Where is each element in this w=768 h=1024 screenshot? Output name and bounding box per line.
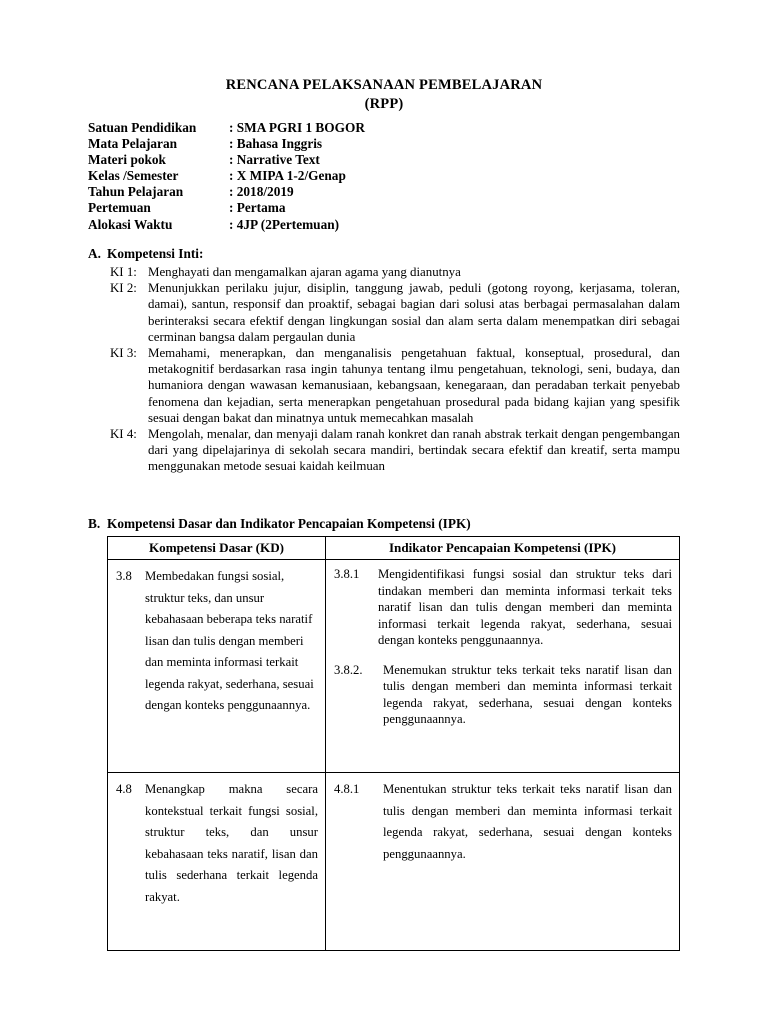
ki-text: Memahami, menerapkan, dan menganalisis pengetahuan faktual, konseptual, prosedural, dan metakognitif berdasarkan rasa ingin tahunya tentang ilmu pengetahuan, teknologi, seni, budaya, dan humaniora dengan wawasan kemanusiaan, kebangsaan, kenegaraan, dan peradaban terkait penyebab fenomena dan kejadian, serta menerapkan pengetahuan prosedural pada bidang kajian yang spesifik sesuai dengan bakat dan minatnya untuk memecahkan masalah bbox=[148, 346, 680, 425]
ipk-item-number: 4.8.1 bbox=[334, 782, 360, 796]
identity-value: : 4JP (2Pertemuan) bbox=[229, 216, 340, 232]
ipk-item-number: 3.8.2. bbox=[334, 662, 363, 677]
title-line-main: RENCANA PELAKSANAAN PEMBELAJARAN bbox=[225, 77, 543, 93]
ki-item bbox=[110, 280, 680, 345]
ki-item bbox=[110, 426, 680, 475]
kd-item-text: Menangkap makna secara kontekstual terkait fungsi sosial, struktur teks, dan unsur kebahasaan teks naratif, lisan dan tulis sederhana terkait legenda rakyat. bbox=[145, 782, 318, 904]
ki-key: KI 4: bbox=[110, 427, 137, 442]
identity-row bbox=[88, 152, 365, 168]
section-b-heading bbox=[88, 515, 680, 532]
section-a-title: Kompetensi Inti: bbox=[107, 246, 204, 261]
identity-value: : Bahasa Inggris bbox=[229, 136, 323, 152]
kd-item-text: Membedakan fungsi sosial, struktur teks, dan unsur kebahasaan beberapa teks naratif lisan dan tulis dengan memberi dan meminta informasi terkait legenda rakyat, sederhana, sesuai dengan konteks penggunaannya. bbox=[145, 569, 314, 712]
table-cell-ipk bbox=[326, 773, 680, 951]
ki-text: Menghayati dan mengamalkan ajaran agama yang dianutnya bbox=[148, 265, 461, 279]
ki-key: KI 2: bbox=[110, 281, 137, 296]
table-cell-kd bbox=[108, 560, 326, 773]
identity-label: Materi pokok bbox=[88, 152, 166, 168]
identity-label: Kelas /Semester bbox=[88, 168, 179, 184]
identity-value: : SMA PGRI 1 BOGOR bbox=[229, 120, 365, 135]
identity-value: : Narrative Text bbox=[229, 152, 320, 168]
ipk-item-text: Menemukan struktur teks terkait teks naratif lisan dan tulis dengan memberi dan meminta informasi terkait legenda rakyat, sederhana, sesuai dengan konteks penggunaannya. bbox=[383, 662, 672, 726]
title-line-abbrev: (RPP) bbox=[364, 96, 404, 112]
identity-value: : X MIPA 1-2/Genap bbox=[229, 168, 346, 184]
identity-value: : Pertama bbox=[229, 200, 286, 216]
ipk-item-number: 3.8.1 bbox=[334, 567, 360, 581]
table-header-row bbox=[108, 537, 680, 560]
section-kompetensi-inti bbox=[88, 245, 680, 475]
section-a-heading bbox=[88, 245, 680, 262]
identity-label: Alokasi Waktu bbox=[88, 216, 173, 232]
identity-block bbox=[88, 120, 608, 233]
ipk-item bbox=[334, 662, 672, 728]
identity-row bbox=[88, 217, 365, 233]
ipk-item-text: Menentukan struktur teks terkait teks naratif lisan dan tulis dengan memberi dan meminta informasi terkait legenda rakyat, sederhana, sesuai dengan konteks penggunaannya. bbox=[383, 782, 672, 861]
ipk-item-text: Mengidentifikasi fungsi sosial dan struktur teks dari tindakan memberi dan meminta informasi terkait teks naratif lisan dan tulis dengan memberi dan meminta informasi terkait legenda rakyat, sederhana, sesuai dengan konteks penggunaannya. bbox=[378, 567, 672, 647]
table-row bbox=[108, 560, 680, 773]
section-b-title: Kompetensi Dasar dan Indikator Pencapaian Kompetensi (IPK) bbox=[107, 516, 471, 531]
ipk-item bbox=[334, 566, 672, 649]
document-title bbox=[0, 76, 768, 114]
kd-ipk-table bbox=[107, 536, 680, 951]
ki-text: Menunjukkan perilaku jujur, disiplin, tanggung jawab, peduli (gotong royong, kerjasama, toleran, damai), santun, responsif dan proaktif, sebagai bagian dari solusi atas berbagai permasalahan dalam berinteraksi secara efektif dengan lingkungan sosial dan alam serta dalam menempatkan diri sebagai cerminan bangsa dalam pergaulan dunia bbox=[148, 281, 680, 344]
identity-row bbox=[88, 136, 365, 152]
ipk-cell-content bbox=[326, 560, 679, 734]
identity-row bbox=[88, 200, 365, 216]
kd-item bbox=[116, 779, 318, 908]
ki-item bbox=[110, 345, 680, 426]
identity-row bbox=[88, 184, 365, 200]
table-header-kd: Kompetensi Dasar (KD) bbox=[108, 537, 326, 560]
ki-text: Mengolah, menalar, dan menyaji dalam ranah konkret dan ranah abstrak terkait dengan pengembangan dari yang dipelajarinya di sekolah secara mandiri, bertindak secara efektif dan kreatif, serta mampu menggunakan metode sesuai kaidah keilmuan bbox=[148, 427, 680, 474]
identity-row bbox=[88, 120, 365, 136]
kd-item bbox=[116, 566, 318, 717]
identity-row bbox=[88, 168, 365, 184]
identity-label: Pertemuan bbox=[88, 200, 151, 216]
table-header-ipk: Indikator Pencapaian Kompetensi (IPK) bbox=[326, 537, 680, 560]
section-kompetensi-dasar bbox=[88, 515, 680, 951]
ki-key: KI 3: bbox=[110, 346, 137, 361]
identity-label: Mata Pelajaran bbox=[88, 136, 177, 152]
kd-cell-content bbox=[108, 773, 325, 950]
ki-item bbox=[110, 264, 680, 280]
identity-label: Tahun Pelajaran bbox=[88, 184, 184, 200]
identity-table bbox=[88, 120, 365, 233]
table-cell-kd bbox=[108, 773, 326, 951]
kd-item-number: 4.8 bbox=[116, 782, 132, 796]
ipk-cell-content bbox=[326, 773, 679, 871]
ipk-item bbox=[334, 779, 672, 865]
section-a-letter: A. bbox=[88, 246, 101, 261]
table-cell-ipk bbox=[326, 560, 680, 773]
kd-item-number: 3.8 bbox=[116, 569, 132, 583]
section-b-letter: B. bbox=[88, 516, 101, 531]
identity-value: : 2018/2019 bbox=[229, 184, 294, 200]
ki-list bbox=[88, 264, 680, 475]
table-row bbox=[108, 773, 680, 951]
kd-cell-content bbox=[108, 560, 325, 772]
identity-label: Satuan Pendidikan bbox=[88, 120, 197, 135]
ki-key: KI 1: bbox=[110, 265, 137, 279]
